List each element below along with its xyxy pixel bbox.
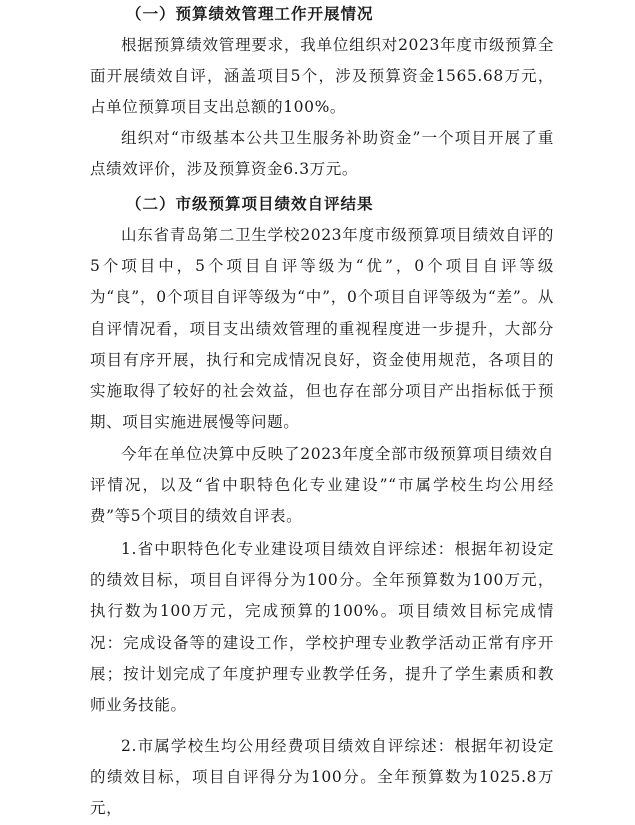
section-heading-2: （二）市级预算项目绩效自评结果 [126, 194, 374, 213]
section-heading-1: （一）预算绩效管理工作开展情况 [126, 4, 374, 23]
paragraph-3: 山东省青岛第二卫生学校2023年度市级预算项目绩效自评的5个项目中，5个项目自评等级为“优”，0个项目自评等级为“良”，0个项目自评等级为“中”，0个项目自评等级为“差”。从自评情况看，项目支出绩效管理的重视程度进一步提升，大部分项目有序开展，执行和完成情况良好，资金使用规范，各项目的实施取得了较好的社会效益，但也存在部分项目产出指标低于预期、项目实施进展慢等问题。 [90, 226, 554, 432]
paragraph-2: 组织对“市级基本公共卫生服务补助资金”一个项目开展了重点绩效评价，涉及预算资金6.3万元。 [90, 129, 554, 179]
paragraph-1: 根据预算绩效管理要求，我单位组织对2023年度市级预算全面开展绩效自评，涵盖项目5个，涉及预算资金1565.68万元，占单位预算项目支出总额的100%。 [90, 36, 554, 117]
paragraph-4: 今年在单位决算中反映了2023年度全部市级预算项目绩效自评情况，以及“省中职特色化专业建设”“市属学校生均公用经费”等5个项目的绩效自评表。 [90, 445, 554, 526]
paragraph-6: 2.市属学校生均公用经费项目绩效自评综述：根据年初设定的绩效目标，项目自评得分为100分。全年预算数为1025.8万元， [90, 737, 554, 818]
paragraph-5: 1.省中职特色化专业建设项目绩效自评综述：根据年初设定的绩效目标，项目自评得分为100分。全年预算数为100万元，执行数为100万元，完成预算的100%。项目绩效目标完成情况：完成设备等的建设工作，学校护理专业教学活动正常有序开展；按计划完成了年度护理专业教学任务，提升了学生素质和教师业务技能。 [90, 540, 554, 715]
